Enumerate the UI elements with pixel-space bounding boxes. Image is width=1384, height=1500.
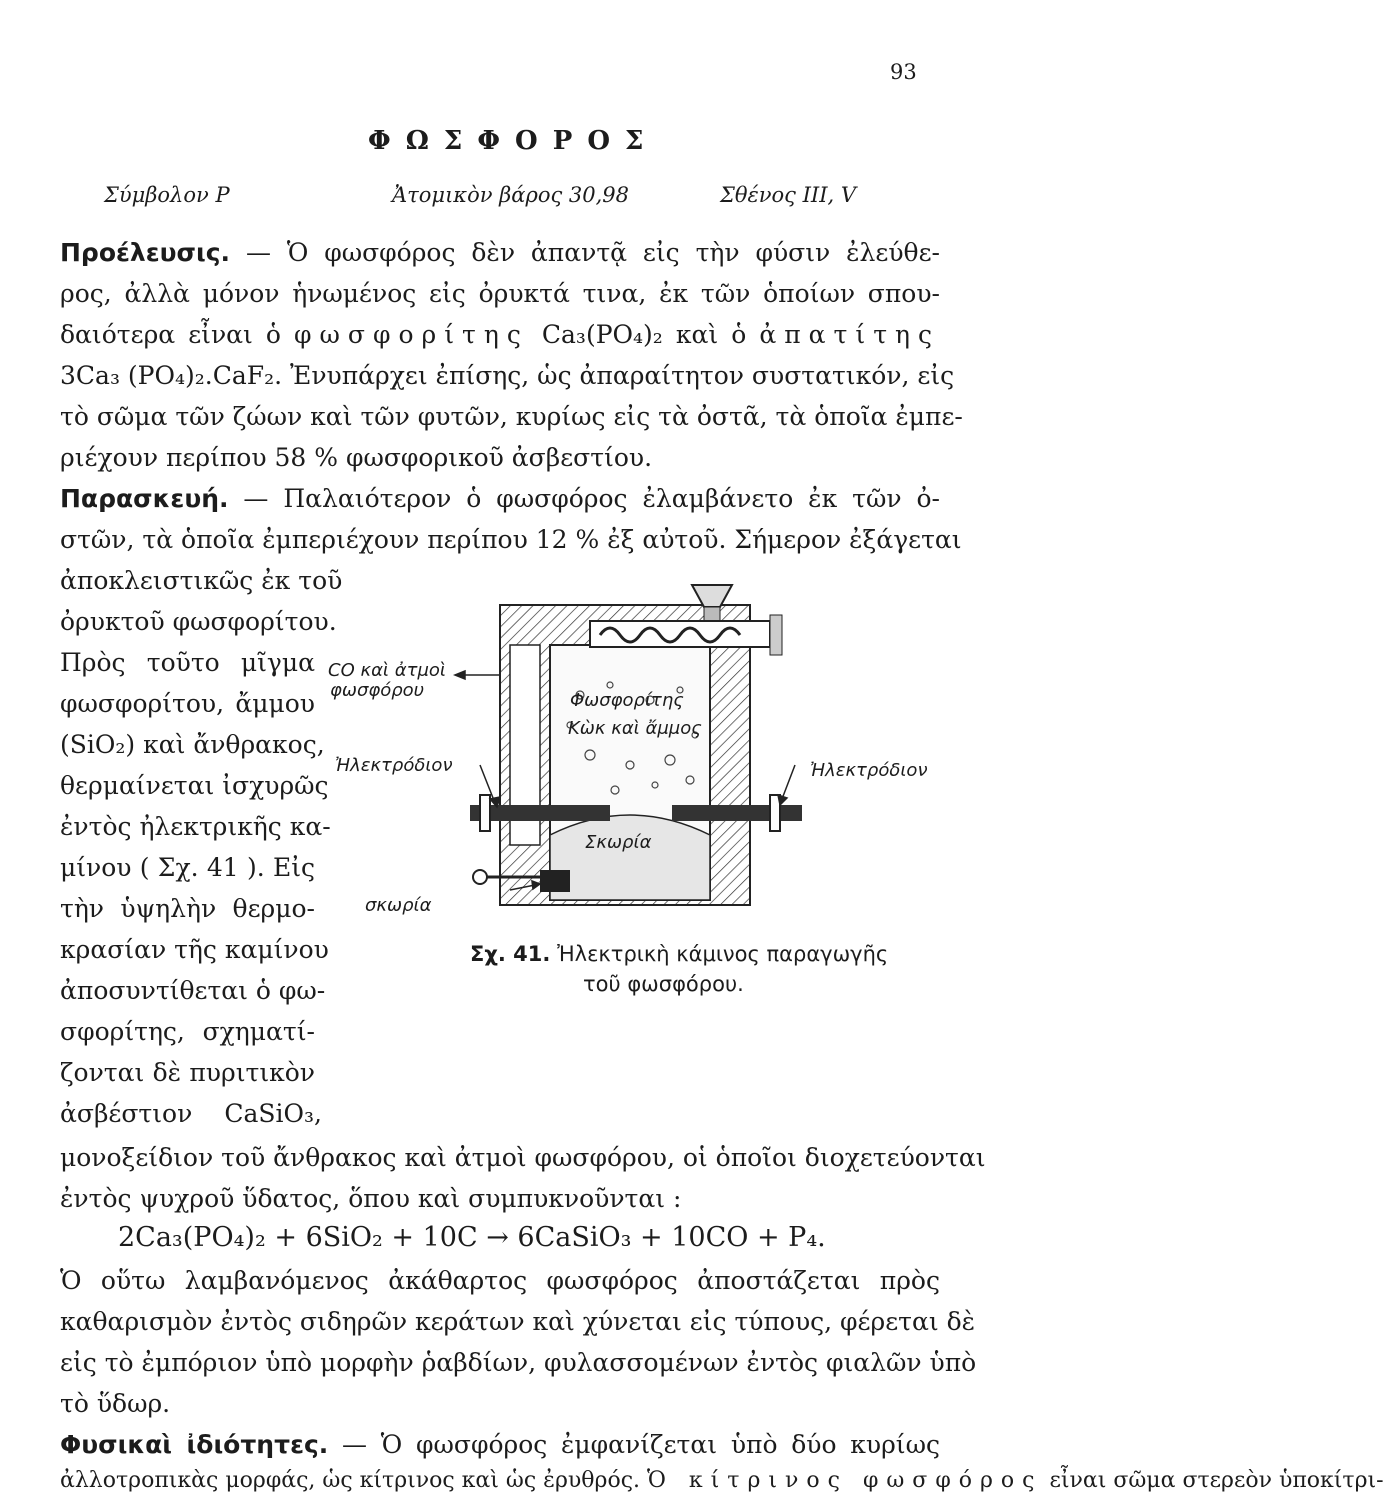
text-line: ἀσβέστιον CaSiO₃, <box>60 1099 322 1128</box>
text-line: 3Ca₃ (PO₄)₂.CaF₂. Ἐνυπάρχει ἐπίσης, ὡς ἀπαραίτητον συστατικόν, εἰς <box>60 361 955 390</box>
text-line: εἰς τὸ ἐμπόριον ὑπὸ μορφὴν ῥαβδίων, φυλασσομένων ἐντὸς φιαλῶν ὑπὸ <box>60 1348 977 1377</box>
text-line: ἀποσυντίθεται ὁ φω- <box>60 976 326 1005</box>
text-line: θερμαίνεται ἰσχυρῶς <box>60 771 329 800</box>
text-line: δαιότερα εἶναι ὁ φωσφορίτης Ca₃(PO₄)₂ καὶ ὁ ἀπατίτης <box>60 320 940 349</box>
slag-tap <box>540 870 570 892</box>
tap-plug <box>473 870 487 884</box>
fig-label-slag-inside: Σκωρία <box>585 832 652 853</box>
text-line: στῶν, τὰ ὁποῖα ἐμπεριέχουν περίπου 12 % ἐξ αὐτοῦ. Σήμερον ἐξάγεται <box>60 525 962 554</box>
text-line: ρος, ἀλλὰ μόνον ἡνωμένος εἰς ὀρυκτά τινα, ἐκ τῶν ὁποίων σπου- <box>60 279 940 308</box>
atomic-weight-label: Ἀτομικὸν βάρος 30,98 <box>392 183 630 207</box>
text-line: μίνου ( Σχ. 41 ). Εἰς <box>60 853 315 882</box>
text-line: Προέλευσις. — Ὁ φωσφόρος δὲν ἀπαντᾷ εἰς τὴν φύσιν ἐλεύθε- <box>60 238 940 267</box>
text-line: Φυσικαὶ ἰδιότητες. — Ὁ φωσφόρος ἐμφανίζεται ὑπὸ δύο κυρίως <box>60 1430 940 1459</box>
text-line: κρασίαν τῆς καμίνου <box>60 935 329 964</box>
fig-label-phosphorite: Φωσφορίτης <box>570 690 684 711</box>
text-line: ἐντὸς ψυχροῦ ὕδατος, ὅπου καὶ συμπυκνοῦνται : <box>60 1184 682 1213</box>
text-line: μονοξείδιον τοῦ ἄνθρακος καὶ ἀτμοὶ φωσφόρου, οἱ ὁποῖοι διοχετεύονται <box>60 1143 986 1172</box>
reaction-equation: 2Ca₃(PO₄)₂ + 6SiO₂ + 10C → 6CaSiO₃ + 10CO + P₄. <box>118 1222 826 1253</box>
text-line: ἀποκλειστικῶς ἐκ τοῦ <box>60 566 343 595</box>
text-line: φωσφορίτου, ἄμμου <box>60 689 315 718</box>
text-line: ὀρυκτοῦ φωσφορίτου. <box>60 607 337 636</box>
page-number: 93 <box>890 60 917 84</box>
text-line: Παρασκευή. — Παλαιότερον ὁ φωσφόρος ἐλαμβάνετο ἐκ τῶν ὀ- <box>60 484 940 513</box>
hopper <box>692 585 732 607</box>
text-line: ἐντὸς ἠλεκτρικῆς κα- <box>60 812 331 841</box>
electrode-left-clamp <box>480 795 490 831</box>
slag-pool <box>550 815 710 900</box>
text-line: Πρὸς τοῦτο μῖγμα <box>60 648 315 677</box>
section-title: Φ Ω Σ Φ Ο Ρ Ο Σ <box>368 126 647 156</box>
valence-label: Σθένος III, V <box>720 183 857 207</box>
text-line: ἀλλοτροπικὰς μορφάς, ὡς κίτρινος καὶ ὡς ἐρυθρός. Ὁ κίτρινος φωσφόρος εἶναι σῶμα στερεὸν ὑποκίτρι- <box>60 1468 1384 1493</box>
fig-label-phosphorus-vapor: φωσφόρου <box>330 680 425 701</box>
text-line: τὸ σῶμα τῶν ζώων καὶ τῶν φυτῶν, κυρίως εἰς τὰ ὀστᾶ, τὰ ὁποῖα ἐμπε- <box>60 402 963 431</box>
figure-caption-line2: τοῦ φωσφόρου. <box>583 972 744 996</box>
heading-origin: Προέλευσις. <box>60 238 231 267</box>
fig-label-co: CO καὶ ἀτμοὶ <box>328 660 447 681</box>
text-line: τὸ ὕδωρ. <box>60 1389 171 1418</box>
figure-caption: Σχ. 41. Ἠλεκτρικὴ κάμινος παραγωγῆς <box>470 942 889 966</box>
text-line: (SiO₂) καὶ ἄνθρακος, <box>60 730 325 759</box>
fig-label-electrode-left: Ἠλεκτρόδιον <box>335 755 453 776</box>
text-line: ριέχουν περίπου 58 % φωσφορικοῦ ἀσβεστίου. <box>60 443 653 472</box>
fig-label-slag-outside: σκωρία <box>365 895 432 916</box>
heading-preparation: Παρασκευή. <box>60 484 229 513</box>
text-line: Ὁ οὕτω λαμβανόμενος ἀκάθαρτος φωσφόρος ἀποστάζεται πρὸς <box>60 1266 940 1295</box>
heading-physical-properties: Φυσικαὶ ἰδιότητες. <box>60 1430 329 1459</box>
text-line: καθαρισμὸν ἐντὸς σιδηρῶν κεράτων καὶ χύνεται εἰς τύπους, φέρεται δὲ <box>60 1307 976 1336</box>
fig-label-coke-sand: Κὼκ καὶ ἄμμος <box>568 718 702 739</box>
text-line: ζονται δὲ πυριτικὸν <box>60 1058 315 1087</box>
text-line: τὴν ὑψηλὴν θερμο- <box>60 894 315 923</box>
symbol-label: Σύμβολον P <box>104 183 230 207</box>
electrode-right <box>672 805 802 821</box>
fig-label-electrode-right: Ἠλεκτρόδιον <box>810 760 928 781</box>
feeder-handle <box>770 615 782 655</box>
text-line: σφορίτης, σχηματί- <box>60 1017 315 1046</box>
